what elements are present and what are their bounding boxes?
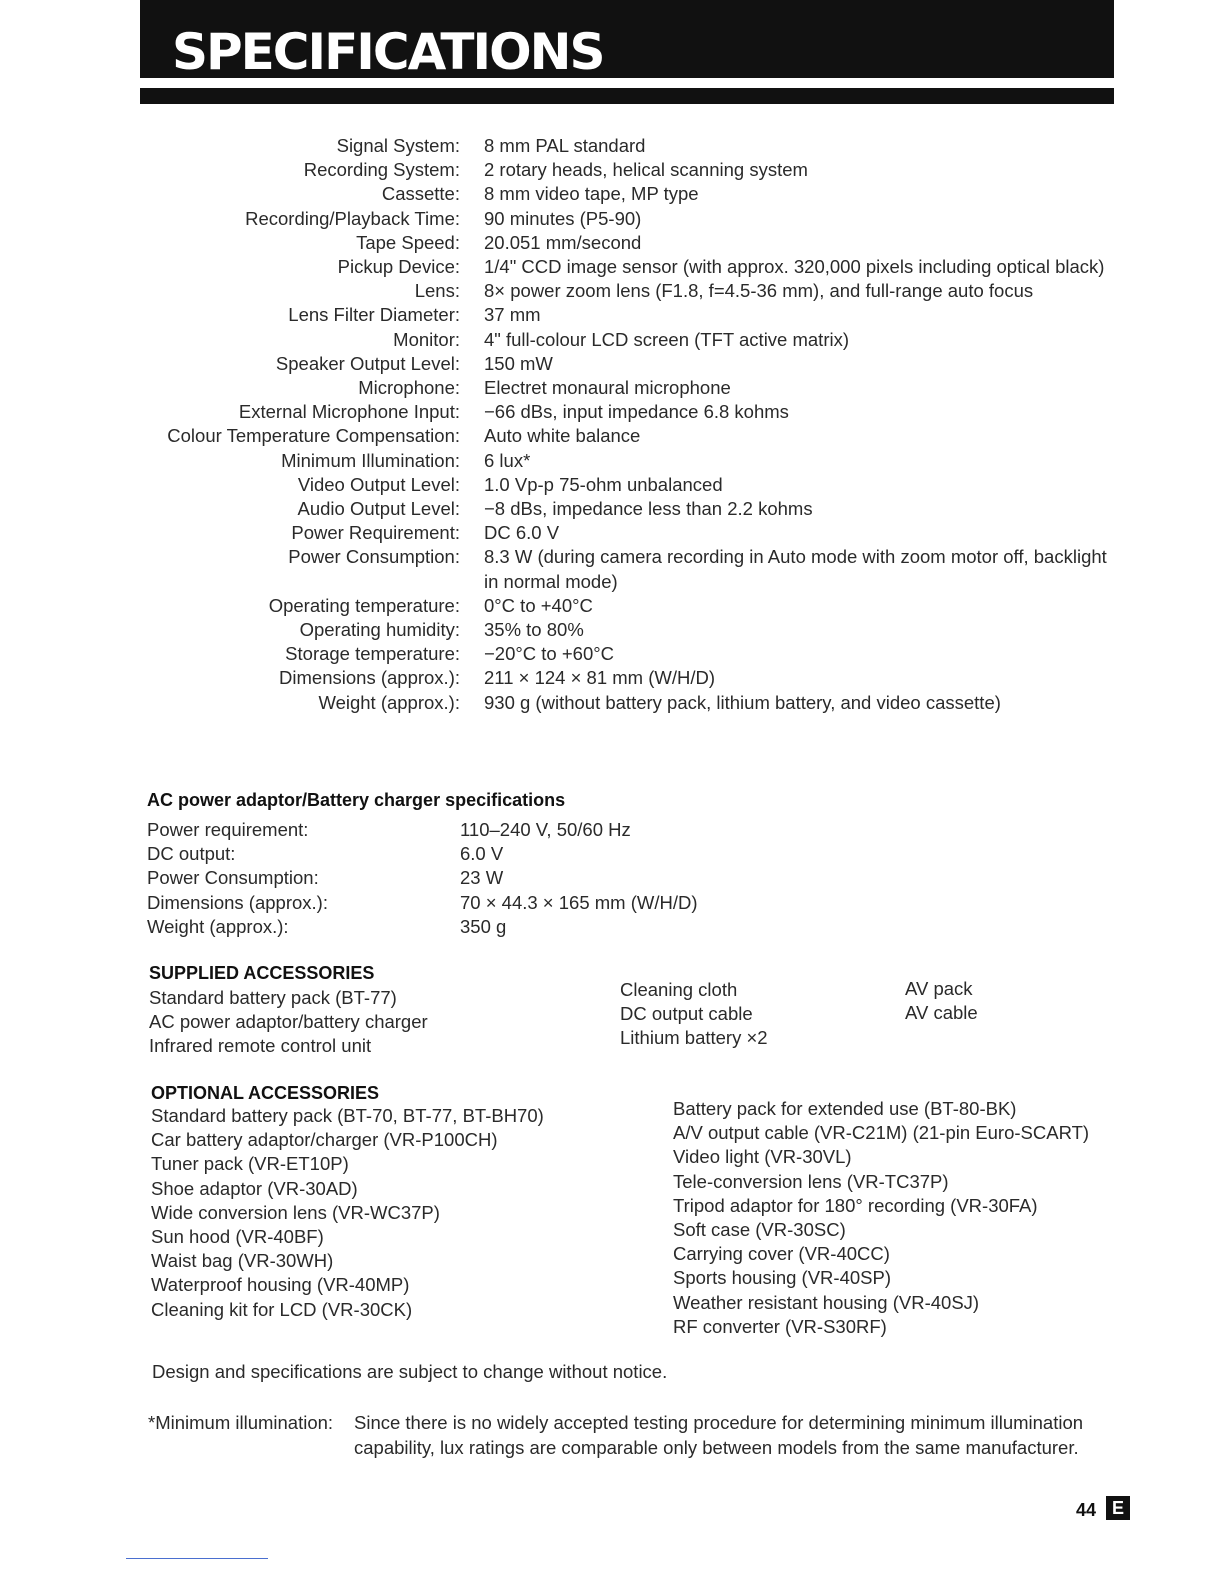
optional-accessory-item: Video light (VR-30VL) bbox=[673, 1146, 852, 1168]
spec-row bbox=[140, 691, 1120, 715]
page-title: SPECIFICATIONS bbox=[172, 23, 604, 81]
optional-accessory-item: Soft case (VR-30SC) bbox=[673, 1219, 846, 1241]
spec-table bbox=[140, 134, 1120, 715]
optional-accessory-item: Sports housing (VR-40SP) bbox=[673, 1267, 891, 1289]
optional-accessory-item: Tuner pack (VR-ET10P) bbox=[151, 1153, 349, 1175]
spec-value: 20.051 mm/second bbox=[484, 231, 642, 253]
supplied-col-2 bbox=[620, 978, 768, 1051]
optional-accessory-item: Car battery adaptor/charger (VR-P100CH) bbox=[151, 1129, 498, 1151]
spec-value: −66 dBs, input impedance 6.8 kohms bbox=[484, 401, 789, 423]
spec-row bbox=[140, 618, 1120, 642]
spec-label: Tape Speed: bbox=[356, 231, 460, 253]
spec-value: 35% to 80% bbox=[484, 619, 584, 641]
supplied-col-1 bbox=[149, 986, 428, 1059]
ac-label: Dimensions (approx.): bbox=[147, 891, 328, 913]
spec-row bbox=[140, 158, 1120, 182]
spec-value: 211 × 124 × 81 mm (W/H/D) bbox=[484, 667, 715, 689]
spec-label: Minimum Illumination: bbox=[281, 449, 460, 471]
spec-label: Colour Temperature Compensation: bbox=[167, 425, 460, 447]
spec-value: 930 g (without battery pack, lithium battery, and video cassette) bbox=[484, 691, 1001, 713]
spec-label: Power Consumption: bbox=[288, 546, 460, 568]
spec-row bbox=[140, 449, 1120, 473]
language-mark: E bbox=[1106, 1496, 1130, 1520]
spec-label: External Microphone Input: bbox=[238, 401, 460, 423]
accessory-item: AC power adaptor/battery charger bbox=[149, 1011, 428, 1033]
spec-value: −8 dBs, impedance less than 2.2 kohms bbox=[484, 498, 813, 520]
spec-label: Operating temperature: bbox=[268, 594, 460, 616]
accessory-item: Infrared remote control unit bbox=[149, 1035, 372, 1057]
ac-row bbox=[147, 915, 698, 939]
accessory-item: Cleaning cloth bbox=[620, 979, 738, 1000]
change-notice: Design and specifications are subject to change without notice. bbox=[152, 1361, 668, 1382]
ac-row bbox=[147, 842, 698, 866]
optional-accessory-item: Sun hood (VR-40BF) bbox=[151, 1226, 324, 1248]
spec-label: Dimensions (approx.): bbox=[279, 667, 460, 689]
spec-value: 1.0 Vp-p 75-ohm unbalanced bbox=[484, 473, 723, 495]
ac-spec-table bbox=[147, 818, 698, 939]
optional-accessory-item: A/V output cable (VR-C21M) (21-pin Euro-SCART) bbox=[673, 1122, 1090, 1144]
ac-label: Weight (approx.): bbox=[147, 915, 289, 937]
spec-row bbox=[140, 666, 1120, 690]
spec-value: 0°C to +40°C bbox=[484, 594, 593, 616]
spec-label: Recording/Playback Time: bbox=[245, 207, 460, 229]
ac-value: 110–240 V, 50/60 Hz bbox=[460, 819, 631, 840]
spec-label: Power Requirement: bbox=[291, 522, 460, 544]
spec-value: 6 lux* bbox=[484, 449, 531, 471]
optional-accessory-item: Wide conversion lens (VR-WC37P) bbox=[151, 1201, 440, 1223]
footnote-label: *Minimum illumination: bbox=[148, 1412, 334, 1433]
spec-label: Monitor: bbox=[393, 328, 460, 350]
spec-value: 8 mm video tape, MP type bbox=[484, 183, 699, 205]
spec-value: 1/4" CCD image sensor (with approx. 320,000 pixels including optical black) bbox=[484, 256, 1105, 278]
spec-value: DC 6.0 V bbox=[484, 522, 560, 544]
footnote-text: Since there is no widely accepted testing procedure for determining minimum illumination capability, lux ratings are comparable only between models from the same manufacturer. bbox=[354, 1412, 1084, 1458]
optional-accessory-item: Waist bag (VR-30WH) bbox=[151, 1250, 334, 1272]
spec-row bbox=[140, 594, 1120, 618]
spec-label: Recording System: bbox=[303, 159, 460, 181]
optional-accessory-item: Waterproof housing (VR-40MP) bbox=[151, 1274, 410, 1296]
spec-row bbox=[140, 521, 1120, 545]
spec-row bbox=[140, 400, 1120, 424]
supplied-col-3 bbox=[905, 977, 978, 1025]
spec-value: 4" full-colour LCD screen (TFT active matrix) bbox=[484, 328, 850, 350]
supplied-heading: SUPPLIED ACCESSORIES bbox=[149, 963, 375, 983]
spec-value: 90 minutes (P5-90) bbox=[484, 207, 642, 229]
spec-value: 150 mW bbox=[484, 352, 553, 374]
optional-accessory-item: Standard battery pack (BT-70, BT-77, BT-BH70) bbox=[151, 1105, 544, 1126]
optional-accessory-item: Cleaning kit for LCD (VR-30CK) bbox=[151, 1298, 413, 1320]
spec-value: 8.3 W (during camera recording in Auto mode with zoom motor off, backlight in normal mode) bbox=[484, 546, 1107, 592]
page-number: 44 bbox=[1076, 1500, 1097, 1520]
ac-row bbox=[147, 866, 698, 890]
ac-label: DC output: bbox=[147, 843, 236, 865]
spec-value: 8× power zoom lens (F1.8, f=4.5-36 mm), and full-range auto focus bbox=[484, 280, 1034, 302]
spec-label: Lens: bbox=[414, 280, 460, 302]
header-rule bbox=[140, 88, 1114, 104]
accessory-item: Lithium battery ×2 bbox=[620, 1027, 768, 1049]
ac-value: 23 W bbox=[460, 867, 504, 889]
spec-label: Video Output Level: bbox=[297, 473, 460, 495]
optional-col-2 bbox=[673, 1097, 1089, 1339]
accessory-item: AV cable bbox=[905, 1002, 978, 1024]
spec-row bbox=[140, 473, 1120, 497]
spec-value: 37 mm bbox=[484, 304, 541, 326]
ac-value: 70 × 44.3 × 165 mm (W/H/D) bbox=[460, 891, 698, 913]
optional-accessory-item: Weather resistant housing (VR-40SJ) bbox=[673, 1291, 980, 1313]
optional-accessory-item: Carrying cover (VR-40CC) bbox=[673, 1243, 890, 1265]
spec-value: Electret monaural microphone bbox=[484, 377, 731, 399]
spec-row bbox=[140, 497, 1120, 521]
scan-artifact-line bbox=[126, 1558, 268, 1559]
spec-label: Signal System: bbox=[336, 135, 460, 156]
ac-section-heading: AC power adaptor/Battery charger specifications bbox=[147, 790, 566, 810]
spec-value: −20°C to +60°C bbox=[484, 643, 614, 665]
optional-accessory-item: Shoe adaptor (VR-30AD) bbox=[151, 1177, 358, 1199]
spec-row bbox=[140, 134, 1120, 158]
spec-row bbox=[140, 207, 1120, 231]
optional-accessory-item: Battery pack for extended use (BT-80-BK) bbox=[673, 1098, 1017, 1119]
spec-row bbox=[140, 376, 1120, 400]
accessory-item: Standard battery pack (BT-77) bbox=[149, 987, 397, 1008]
optional-heading: OPTIONAL ACCESSORIES bbox=[151, 1083, 380, 1103]
ac-row bbox=[147, 891, 698, 915]
spec-label: Pickup Device: bbox=[337, 256, 460, 278]
ac-row bbox=[147, 818, 698, 842]
spec-row bbox=[140, 255, 1120, 279]
spec-row bbox=[140, 231, 1120, 255]
optional-accessory-item: Tele-conversion lens (VR-TC37P) bbox=[673, 1170, 949, 1192]
spec-label: Operating humidity: bbox=[299, 619, 460, 641]
optional-col-1 bbox=[151, 1104, 544, 1322]
spec-label: Microphone: bbox=[358, 377, 460, 399]
spec-row bbox=[140, 424, 1120, 448]
ac-label: Power Consumption: bbox=[147, 867, 319, 889]
spec-value: Auto white balance bbox=[484, 425, 641, 447]
spec-label: Lens Filter Diameter: bbox=[288, 304, 460, 326]
optional-accessory-item: Tripod adaptor for 180° recording (VR-30FA) bbox=[673, 1194, 1038, 1216]
spec-row bbox=[140, 328, 1120, 352]
spec-row bbox=[140, 642, 1120, 666]
spec-value: 8 mm PAL standard bbox=[484, 135, 646, 156]
spec-value: 2 rotary heads, helical scanning system bbox=[484, 159, 808, 181]
ac-value: 6.0 V bbox=[460, 843, 504, 865]
spec-row bbox=[140, 545, 1120, 593]
spec-label: Audio Output Level: bbox=[297, 498, 460, 520]
spec-row bbox=[140, 279, 1120, 303]
spec-label: Cassette: bbox=[381, 183, 460, 205]
optional-accessory-item: RF converter (VR-S30RF) bbox=[673, 1315, 887, 1337]
spec-row bbox=[140, 352, 1120, 376]
spec-row bbox=[140, 303, 1120, 327]
spec-label: Storage temperature: bbox=[285, 643, 460, 665]
spec-label: Speaker Output Level: bbox=[275, 352, 460, 374]
accessory-item: AV pack bbox=[905, 978, 973, 999]
spec-row bbox=[140, 182, 1120, 206]
accessory-item: DC output cable bbox=[620, 1003, 753, 1025]
ac-value: 350 g bbox=[460, 915, 507, 937]
spec-label: Weight (approx.): bbox=[318, 691, 460, 713]
footnote bbox=[148, 1410, 1128, 1460]
ac-label: Power requirement: bbox=[147, 819, 309, 840]
